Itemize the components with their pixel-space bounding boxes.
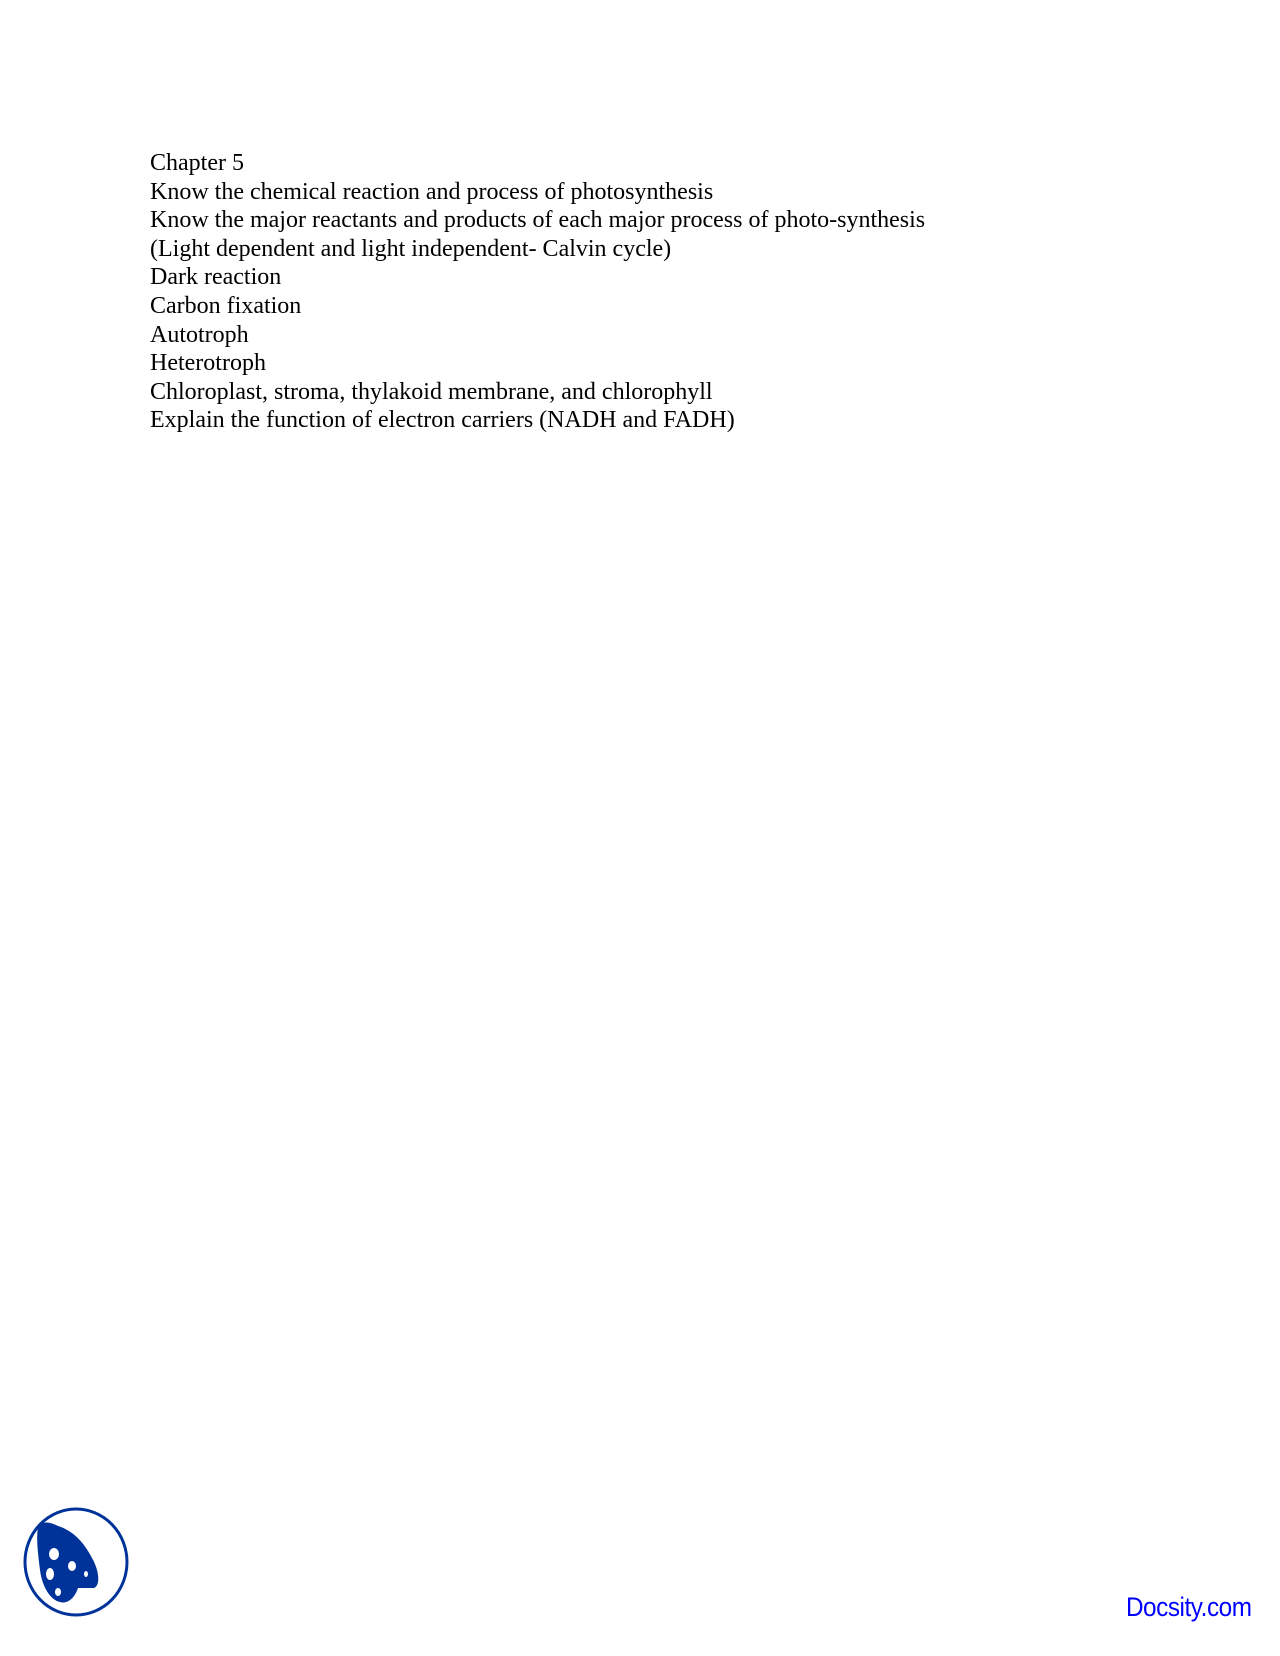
docsity-brand-link[interactable]: Docsity.com bbox=[1126, 1592, 1252, 1622]
study-item: Chloroplast, stroma, thylakoid membrane, and chlorophyll bbox=[150, 378, 713, 405]
study-item: Know the major reactants and products of each major process of photo-synthesis bbox=[150, 207, 926, 234]
docsity-logo-icon bbox=[20, 1506, 132, 1618]
study-item: Dark reaction bbox=[150, 264, 282, 291]
study-item: (Light dependent and light independent- Calvin cycle) bbox=[150, 235, 672, 262]
study-item: Autotroph bbox=[150, 321, 249, 348]
study-item: Heterotroph bbox=[150, 350, 266, 377]
study-item: Know the chemical reaction and process of photosynthesis bbox=[150, 178, 714, 205]
study-item: Explain the function of electron carriers (NADH and FADH) bbox=[150, 407, 735, 434]
study-item: Carbon fixation bbox=[150, 292, 302, 319]
chapter-heading: Chapter 5 bbox=[150, 150, 244, 176]
document-body bbox=[150, 149, 925, 435]
